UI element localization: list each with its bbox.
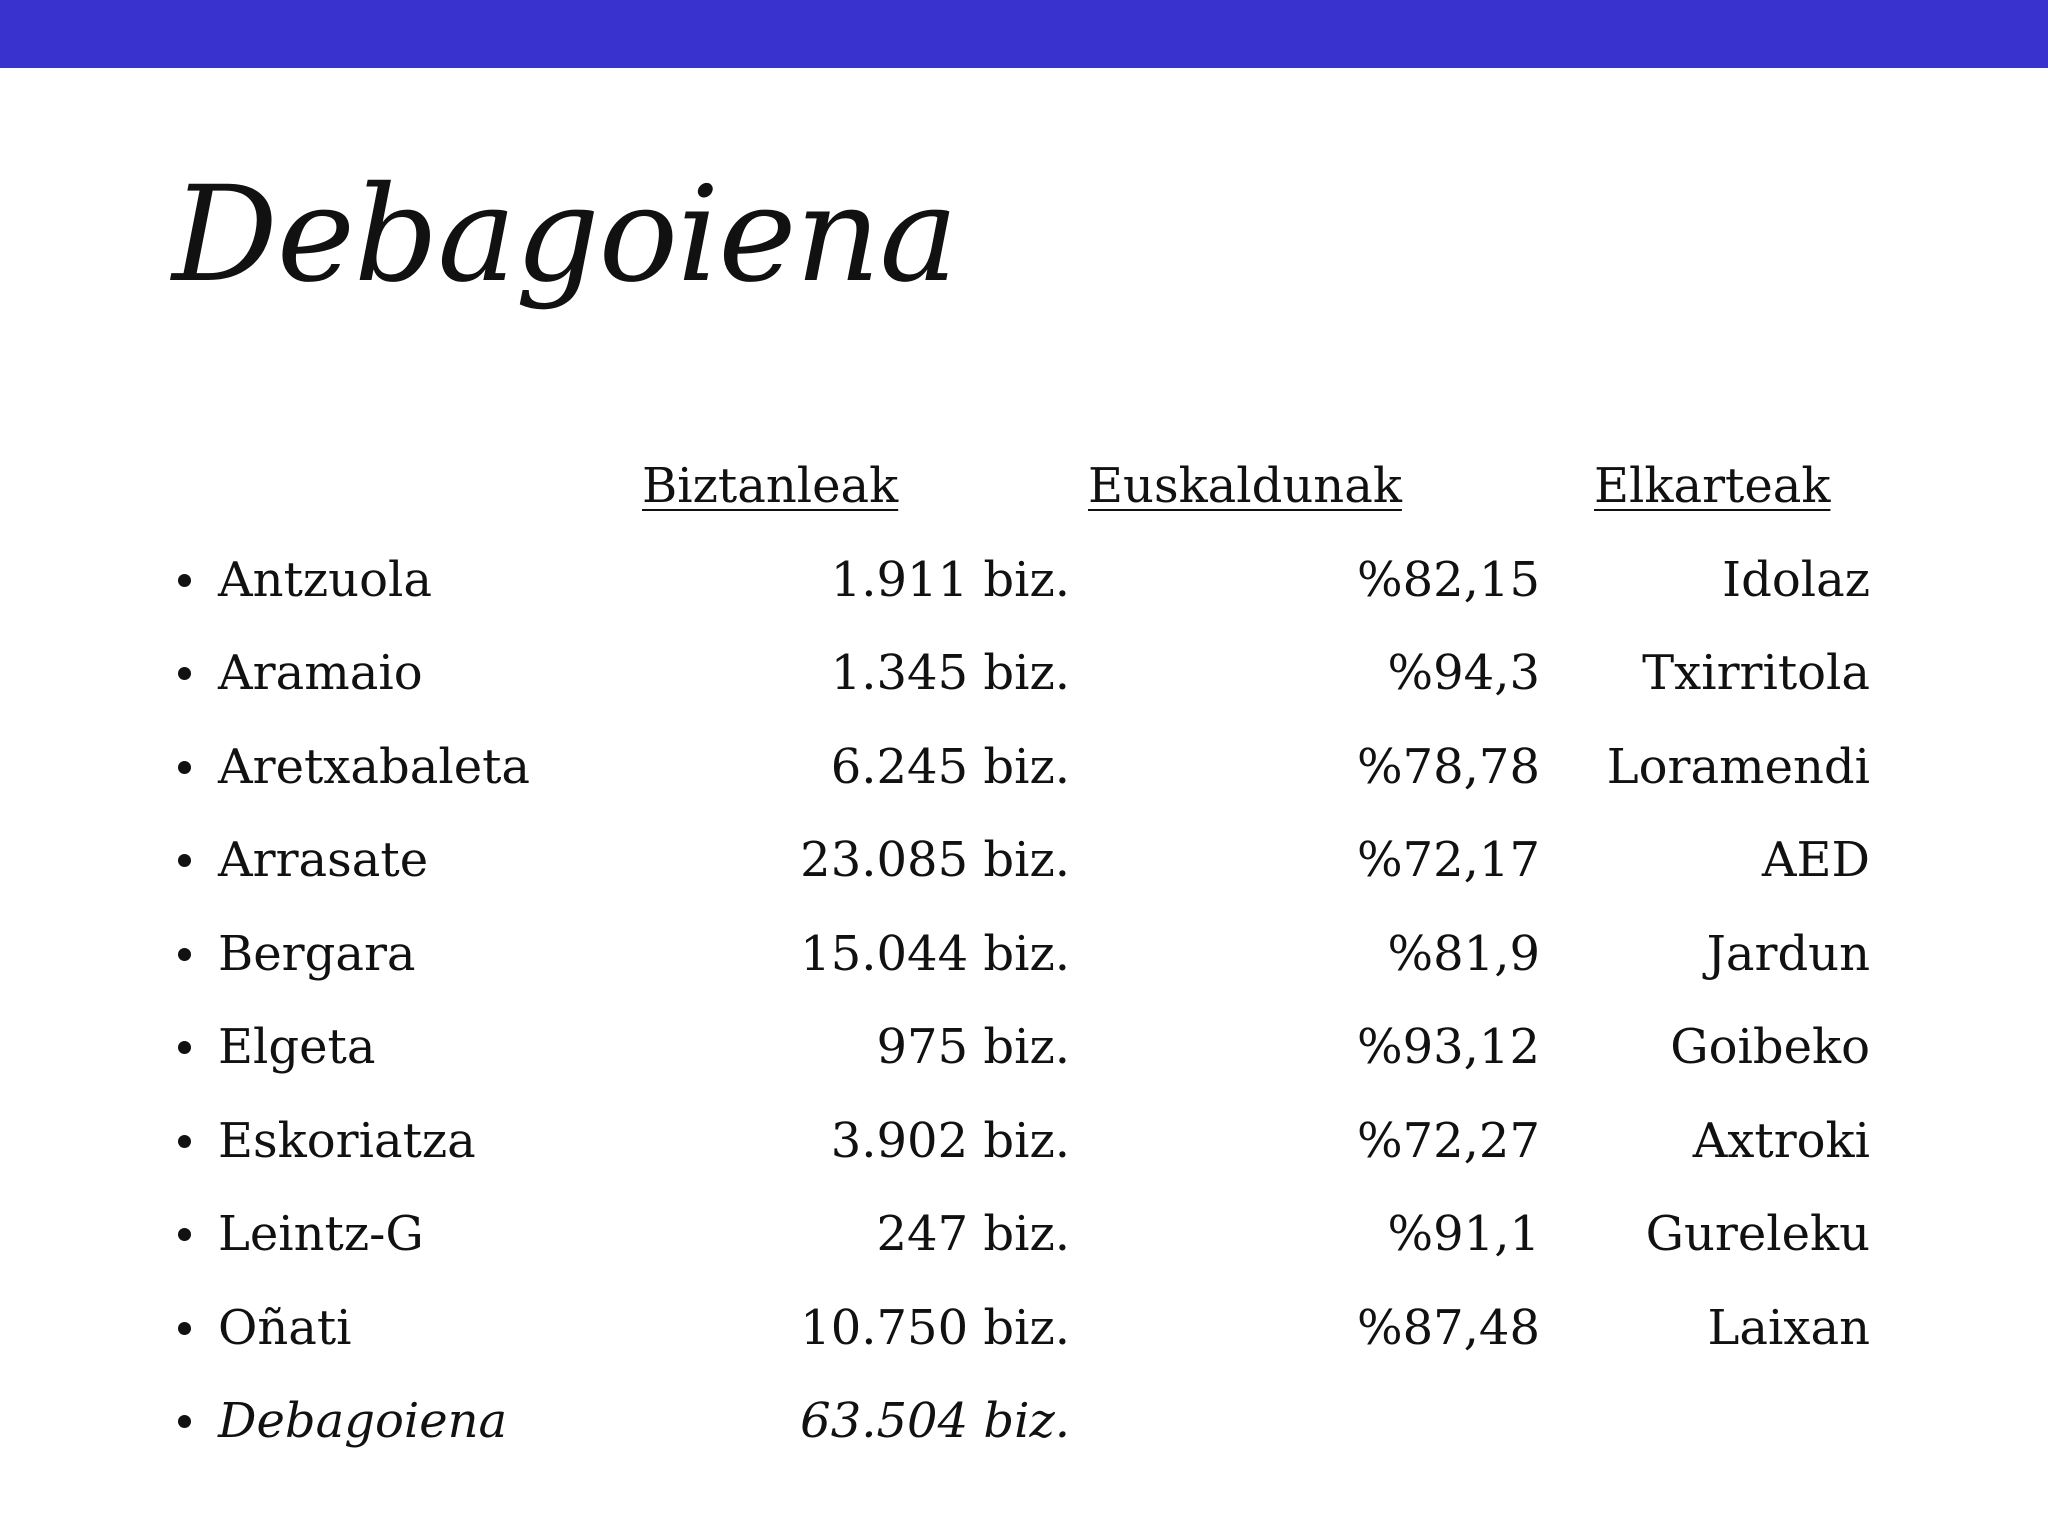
town-name: Oñati bbox=[218, 1299, 352, 1356]
association-name: Gureleku bbox=[1645, 1206, 1870, 1262]
town-name: Aramaio bbox=[218, 645, 423, 701]
population-value: 247 biz. bbox=[876, 1206, 1070, 1262]
total-population: 63.504 biz. bbox=[800, 1393, 1070, 1449]
header-population: Biztanleak bbox=[642, 458, 899, 514]
table-row bbox=[170, 627, 1870, 721]
page-title: Debagoiena bbox=[172, 158, 958, 312]
bullet-icon bbox=[178, 1135, 191, 1148]
bullet-icon bbox=[178, 1415, 191, 1428]
association-name: Txirritola bbox=[1642, 645, 1870, 701]
population-value: 1.911 biz. bbox=[830, 551, 1070, 608]
table-row bbox=[170, 534, 1870, 628]
bullet-icon bbox=[178, 1228, 191, 1241]
basque-speakers-value: %72,27 bbox=[1356, 1112, 1540, 1169]
town-name: Elgeta bbox=[218, 1019, 376, 1075]
population-value: 15.044 biz. bbox=[800, 925, 1070, 982]
table-row bbox=[170, 1001, 1870, 1095]
header-basque-speakers: Euskaldunak bbox=[1088, 458, 1402, 514]
association-name: AED bbox=[1761, 832, 1870, 888]
table-row bbox=[170, 1095, 1870, 1189]
basque-speakers-value: %78,78 bbox=[1356, 738, 1540, 795]
town-name: Leintz-G bbox=[218, 1206, 424, 1262]
bullet-icon bbox=[178, 948, 191, 961]
association-name: Laixan bbox=[1707, 1299, 1870, 1356]
basque-speakers-value: %82,15 bbox=[1356, 551, 1540, 608]
table-row bbox=[170, 721, 1870, 815]
table-row bbox=[170, 814, 1870, 908]
stats-table bbox=[170, 440, 1870, 1469]
bullet-icon bbox=[178, 574, 191, 587]
bullet-icon bbox=[178, 761, 191, 774]
town-name: Arrasate bbox=[218, 832, 429, 888]
top-accent-bar bbox=[0, 0, 2048, 68]
town-name: Bergara bbox=[218, 925, 416, 982]
population-value: 10.750 biz. bbox=[800, 1299, 1070, 1356]
total-town: Debagoiena bbox=[218, 1393, 508, 1449]
bullet-icon bbox=[178, 854, 191, 867]
town-name: Aretxabaleta bbox=[218, 738, 530, 795]
table-header-row bbox=[170, 440, 1870, 534]
table-row bbox=[170, 908, 1870, 1002]
bullet-icon bbox=[178, 1041, 191, 1054]
header-associations: Elkarteak bbox=[1594, 458, 1831, 514]
basque-speakers-value: %87,48 bbox=[1356, 1299, 1540, 1356]
basque-speakers-value: %81,9 bbox=[1387, 925, 1540, 982]
town-name: Eskoriatza bbox=[218, 1112, 476, 1169]
population-value: 6.245 biz. bbox=[830, 738, 1070, 795]
bullet-icon bbox=[178, 1322, 191, 1335]
association-name: Idolaz bbox=[1722, 551, 1870, 608]
basque-speakers-value: %91,1 bbox=[1387, 1206, 1540, 1262]
association-name: Jardun bbox=[1706, 925, 1870, 982]
population-value: 975 biz. bbox=[876, 1019, 1070, 1075]
basque-speakers-value: %72,17 bbox=[1356, 832, 1540, 888]
basque-speakers-value: %94,3 bbox=[1387, 645, 1540, 701]
association-name: Loramendi bbox=[1606, 738, 1870, 795]
table-row bbox=[170, 1282, 1870, 1376]
basque-speakers-value: %93,12 bbox=[1356, 1019, 1540, 1075]
town-name: Antzuola bbox=[218, 551, 432, 608]
association-name: Axtroki bbox=[1692, 1112, 1870, 1169]
population-value: 23.085 biz. bbox=[800, 832, 1070, 888]
association-name: Goibeko bbox=[1670, 1019, 1870, 1075]
population-value: 3.902 biz. bbox=[830, 1112, 1070, 1169]
total-row bbox=[170, 1375, 1870, 1469]
table-body bbox=[170, 534, 1870, 1376]
population-value: 1.345 biz. bbox=[830, 645, 1070, 701]
table-row bbox=[170, 1188, 1870, 1282]
bullet-icon bbox=[178, 667, 191, 680]
